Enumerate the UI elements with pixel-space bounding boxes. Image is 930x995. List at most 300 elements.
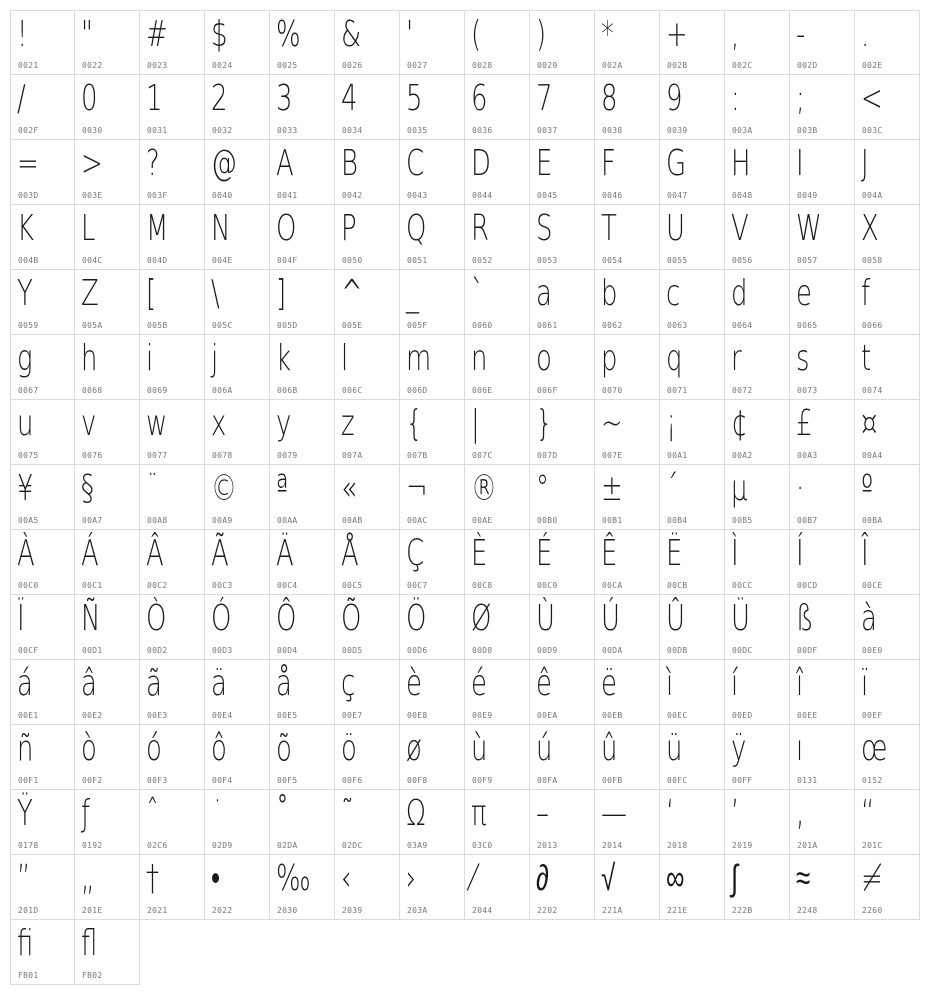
glyph-sample: Ú: [601, 598, 620, 639]
glyph-sample: —: [601, 793, 627, 834]
glyph-codepoint: 201E: [82, 906, 103, 915]
glyph-codepoint: 0073: [797, 386, 818, 395]
glyph-cell: [725, 595, 790, 660]
glyph-codepoint: 00EC: [667, 711, 688, 720]
glyph-sample: É: [536, 533, 553, 574]
glyph-codepoint: 02DC: [342, 841, 363, 850]
glyph-cell: [855, 465, 920, 530]
glyph-codepoint: 00D2: [147, 646, 168, 655]
glyph-cell: [335, 725, 400, 790]
glyph-codepoint: 007C: [472, 451, 493, 460]
glyph-codepoint: 2044: [472, 906, 493, 915]
glyph-codepoint: 0041: [277, 191, 298, 200]
glyph-sample: Ò: [146, 598, 167, 639]
glyph-codepoint: 00C8: [472, 581, 493, 590]
glyph-codepoint: 00F8: [407, 776, 428, 785]
glyph-codepoint: 00D4: [277, 646, 298, 655]
glyph-sample: ~: [601, 403, 623, 444]
glyph-sample: –: [536, 793, 549, 834]
glyph-cell: [725, 400, 790, 465]
glyph-cell: [790, 400, 855, 465]
glyph-cell: [465, 790, 530, 855]
glyph-sample: ›: [406, 858, 417, 899]
glyph-cell: [75, 595, 140, 660]
glyph-cell: [530, 270, 595, 335]
glyph-codepoint: 0070: [602, 386, 623, 395]
glyph-sample: d: [731, 273, 748, 314]
glyph-cell: [790, 140, 855, 205]
glyph-codepoint: 222B: [732, 906, 753, 915]
glyph-codepoint: 0027: [407, 61, 428, 70]
glyph-sample: r: [731, 338, 742, 379]
glyph-cell: [790, 335, 855, 400]
glyph-codepoint: 0058: [862, 256, 883, 265]
glyph-cell: [400, 725, 465, 790]
glyph-cell: [595, 790, 660, 855]
glyph-codepoint: 0033: [277, 126, 298, 135]
glyph-sample: }: [536, 403, 553, 444]
glyph-codepoint: 00B4: [667, 516, 688, 525]
glyph-codepoint: 0049: [797, 191, 818, 200]
glyph-cell: [725, 465, 790, 530]
glyph-sample: á: [17, 663, 33, 704]
glyph-codepoint: 007E: [602, 451, 623, 460]
glyph-cell: [10, 920, 75, 985]
glyph-cell: [790, 530, 855, 595]
glyph-sample: ü: [666, 728, 683, 769]
glyph-sample: ,: [731, 14, 740, 55]
glyph-sample: `: [471, 273, 484, 314]
glyph-cell: [10, 465, 75, 530]
glyph-codepoint: 007A: [342, 451, 363, 460]
glyph-codepoint: 00E9: [472, 711, 493, 720]
glyph-cell: [400, 335, 465, 400]
glyph-codepoint: 0054: [602, 256, 623, 265]
glyph-codepoint: 02C6: [147, 841, 168, 850]
glyph-sample: ·: [796, 468, 805, 509]
glyph-cell: [465, 725, 530, 790]
glyph-codepoint: 006B: [277, 386, 298, 395]
glyph-cell: [75, 920, 140, 985]
glyph-cell: [790, 595, 855, 660]
glyph-codepoint: 004E: [212, 256, 233, 265]
glyph-sample: y: [276, 403, 292, 444]
glyph-codepoint: 00DC: [732, 646, 753, 655]
glyph-cell: [205, 270, 270, 335]
glyph-sample: u: [17, 403, 34, 444]
glyph-sample: Å: [341, 533, 359, 574]
glyph-cell: [725, 660, 790, 725]
glyph-cell: [530, 595, 595, 660]
glyph-sample: *: [601, 14, 614, 55]
glyph-sample: Â: [146, 533, 164, 574]
glyph-codepoint: 00CF: [18, 646, 39, 655]
glyph-sample: ä: [211, 663, 227, 704]
glyph-codepoint: 0024: [212, 61, 233, 70]
glyph-codepoint: 002A: [602, 61, 623, 70]
glyph-cell: [465, 335, 530, 400]
glyph-sample: o: [536, 338, 552, 379]
glyph-cell: [595, 465, 660, 530]
glyph-codepoint: 003E: [82, 191, 103, 200]
glyph-cell: [140, 400, 205, 465]
glyph-sample: «: [341, 468, 357, 509]
glyph-cell: [270, 855, 335, 920]
glyph-cell: [140, 205, 205, 270]
glyph-codepoint: 2030: [277, 906, 298, 915]
glyph-sample: Q: [406, 208, 427, 249]
glyph-sample: ó: [146, 728, 162, 769]
glyph-cell: [595, 855, 660, 920]
glyph-codepoint: 0039: [667, 126, 688, 135]
glyph-sample: ê: [536, 663, 552, 704]
glyph-sample: ‹: [341, 858, 352, 899]
glyph-sample: °: [536, 468, 549, 509]
glyph-sample: Ø: [471, 598, 492, 639]
glyph-cell: [400, 140, 465, 205]
glyph-sample: j: [211, 338, 219, 379]
glyph-cell: [660, 465, 725, 530]
glyph-codepoint: 00F1: [18, 776, 39, 785]
glyph-codepoint: 0068: [82, 386, 103, 395]
glyph-cell: [335, 205, 400, 270]
glyph-sample: s: [796, 338, 810, 379]
glyph-codepoint: 00D9: [537, 646, 558, 655]
glyph-cell: [790, 75, 855, 140]
glyph-cell: [725, 270, 790, 335]
glyph-sample: V: [731, 208, 749, 249]
glyph-cell: [855, 10, 920, 75]
glyph-codepoint: 00CA: [602, 581, 623, 590]
glyph-cell: [75, 465, 140, 530]
glyph-codepoint: 004F: [277, 256, 298, 265]
glyph-cell: [75, 205, 140, 270]
glyph-sample: 1: [146, 78, 163, 119]
glyph-cell: [140, 335, 205, 400]
glyph-codepoint: 0060: [472, 321, 493, 330]
glyph-codepoint: 00C7: [407, 581, 428, 590]
glyph-codepoint: 005B: [147, 321, 168, 330]
glyph-codepoint: 002E: [862, 61, 883, 70]
glyph-sample: è: [406, 663, 422, 704]
glyph-sample: f: [861, 273, 871, 314]
glyph-sample: S: [536, 208, 553, 249]
glyph-cell: [465, 75, 530, 140]
glyph-cell: [270, 595, 335, 660]
glyph-cell: [790, 660, 855, 725]
glyph-codepoint: 0034: [342, 126, 363, 135]
glyph-codepoint: 006A: [212, 386, 233, 395]
glyph-codepoint: 2014: [602, 841, 623, 850]
glyph-sample: µ: [731, 468, 748, 509]
glyph-codepoint: 0023: [147, 61, 168, 70]
glyph-cell: [400, 400, 465, 465]
glyph-codepoint: 002D: [797, 61, 818, 70]
glyph-sample: L: [81, 208, 96, 249]
glyph-codepoint: 00E4: [212, 711, 233, 720]
glyph-codepoint: 2018: [667, 841, 688, 850]
glyph-cell: [855, 335, 920, 400]
glyph-cell: [75, 10, 140, 75]
glyph-cell: [660, 790, 725, 855]
glyph-cell: [465, 530, 530, 595]
glyph-cell: [595, 10, 660, 75]
glyph-sample: m: [406, 338, 432, 379]
glyph-cell: [205, 75, 270, 140]
glyph-codepoint: 004C: [82, 256, 103, 265]
glyph-cell: [400, 10, 465, 75]
glyph-cell: [140, 75, 205, 140]
glyph-cell: [660, 140, 725, 205]
glyph-sample: ƒ: [81, 793, 91, 834]
glyph-cell: [75, 530, 140, 595]
glyph-sample: Ì: [731, 533, 739, 574]
glyph-cell: [790, 205, 855, 270]
glyph-cell: [465, 10, 530, 75]
glyph-cell: [140, 595, 205, 660]
glyph-cell: [400, 530, 465, 595]
glyph-codepoint: 00F3: [147, 776, 168, 785]
glyph-codepoint: 00FB: [602, 776, 623, 785]
glyph-sample: “: [861, 793, 875, 834]
glyph-codepoint: 00C5: [342, 581, 363, 590]
glyph-cell: [465, 660, 530, 725]
glyph-codepoint: 006D: [407, 386, 428, 395]
glyph-codepoint: 00EF: [862, 711, 883, 720]
glyph-sample: ±: [601, 468, 623, 509]
glyph-cell: [75, 75, 140, 140]
glyph-codepoint: 00AC: [407, 516, 428, 525]
glyph-cell: [530, 530, 595, 595]
glyph-cell: [725, 530, 790, 595]
glyph-cell: [205, 725, 270, 790]
glyph-cell: [855, 660, 920, 725]
glyph-cell: [270, 465, 335, 530]
glyph-codepoint: 006E: [472, 386, 493, 395]
glyph-cell: [10, 10, 75, 75]
glyph-sample: D: [471, 143, 491, 184]
glyph-cell: [335, 855, 400, 920]
glyph-codepoint: 00EE: [797, 711, 818, 720]
glyph-sample: ': [406, 14, 414, 55]
glyph-codepoint: 00A5: [18, 516, 39, 525]
glyph-cell: [790, 725, 855, 790]
glyph-sample: q: [666, 338, 683, 379]
glyph-cell: [270, 270, 335, 335]
glyph-codepoint: 002F: [18, 126, 39, 135]
glyph-codepoint: 00D1: [82, 646, 103, 655]
glyph-sample: A: [276, 143, 294, 184]
glyph-codepoint: 00A4: [862, 451, 883, 460]
glyph-sample: M: [146, 208, 169, 249]
glyph-sample: •: [211, 858, 221, 899]
glyph-codepoint: 00D3: [212, 646, 233, 655]
glyph-sample: ≈: [796, 858, 811, 899]
glyph-cell: [335, 530, 400, 595]
glyph-cell: [205, 205, 270, 270]
glyph-codepoint: 221A: [602, 906, 623, 915]
glyph-cell: [75, 790, 140, 855]
glyph-sample: Ñ: [81, 598, 101, 639]
glyph-cell: [660, 595, 725, 660]
glyph-codepoint: 006F: [537, 386, 558, 395]
glyph-cell: [400, 595, 465, 660]
glyph-sample: ?: [146, 143, 160, 184]
glyph-codepoint: 005A: [82, 321, 103, 330]
glyph-sample: 5: [406, 78, 423, 119]
glyph-cell: [75, 660, 140, 725]
glyph-codepoint: 00BA: [862, 516, 883, 525]
glyph-sample: ∞: [666, 858, 685, 899]
glyph-cell: [335, 335, 400, 400]
glyph-codepoint: 00E5: [277, 711, 298, 720]
glyph-cell: [725, 855, 790, 920]
glyph-codepoint: 0178: [18, 841, 39, 850]
glyph-sample: ı: [796, 728, 804, 769]
glyph-cell: [205, 140, 270, 205]
glyph-cell: [855, 855, 920, 920]
glyph-sample: ´: [666, 468, 679, 509]
glyph-codepoint: 0026: [342, 61, 363, 70]
glyph-cell: [205, 10, 270, 75]
glyph-cell: [270, 660, 335, 725]
glyph-cell: [10, 335, 75, 400]
glyph-sample: √: [601, 858, 616, 899]
glyph-cell: [205, 660, 270, 725]
glyph-cell: [530, 400, 595, 465]
glyph-codepoint: 0072: [732, 386, 753, 395]
glyph-codepoint: 00A3: [797, 451, 818, 460]
glyph-cell: [530, 465, 595, 530]
glyph-codepoint: 00C1: [82, 581, 103, 590]
glyph-cell: [335, 660, 400, 725]
glyph-cell: [595, 660, 660, 725]
glyph-codepoint: 00C2: [147, 581, 168, 590]
glyph-codepoint: 00AA: [277, 516, 298, 525]
glyph-cell: [855, 400, 920, 465]
glyph-codepoint: 00CD: [797, 581, 818, 590]
glyph-sample: ë: [601, 663, 617, 704]
glyph-sample: 6: [471, 78, 488, 119]
glyph-codepoint: 004A: [862, 191, 883, 200]
glyph-sample: !: [17, 14, 28, 55]
glyph-codepoint: 00ED: [732, 711, 753, 720]
glyph-sample: é: [471, 663, 487, 704]
glyph-cell: [270, 10, 335, 75]
glyph-sample: 3: [276, 78, 293, 119]
glyph-cell: [465, 855, 530, 920]
glyph-sample: (: [471, 14, 482, 55]
glyph-cell: [10, 595, 75, 660]
glyph-cell: [75, 140, 140, 205]
glyph-codepoint: 02D9: [212, 841, 233, 850]
glyph-sample: l: [341, 338, 349, 379]
glyph-codepoint: 0055: [667, 256, 688, 265]
glyph-cell: [270, 725, 335, 790]
glyph-cell: [10, 75, 75, 140]
glyph-sample: C: [406, 143, 425, 184]
glyph-cell: [530, 75, 595, 140]
glyph-sample: {: [406, 403, 423, 444]
glyph-sample: ©: [211, 468, 237, 509]
glyph-sample: F: [601, 143, 616, 184]
glyph-sample: Ç: [406, 533, 425, 574]
glyph-codepoint: 00D6: [407, 646, 428, 655]
glyph-sample: ^: [341, 273, 363, 314]
glyph-sample: Ê: [601, 533, 618, 574]
glyph-sample: ﬂ: [81, 923, 98, 964]
glyph-codepoint: 00B0: [537, 516, 558, 525]
glyph-sample: ª: [276, 468, 289, 509]
glyph-codepoint: 201D: [18, 906, 39, 915]
glyph-codepoint: 005D: [277, 321, 298, 330]
glyph-sample: ù: [471, 728, 488, 769]
glyph-codepoint: 0078: [212, 451, 233, 460]
glyph-sample: 8: [601, 78, 618, 119]
glyph-cell: [465, 205, 530, 270]
glyph-codepoint: 005E: [342, 321, 363, 330]
glyph-codepoint: 0064: [732, 321, 753, 330]
glyph-codepoint: 00CB: [667, 581, 688, 590]
glyph-cell: [400, 855, 465, 920]
glyph-cell: [530, 725, 595, 790]
glyph-sample: z: [341, 403, 355, 444]
glyph-sample: 0: [81, 78, 98, 119]
glyph-codepoint: 0067: [18, 386, 39, 395]
glyph-codepoint: FB02: [82, 971, 103, 980]
glyph-sample: :: [731, 78, 740, 119]
glyph-codepoint: 2021: [147, 906, 168, 915]
glyph-sample: ‘: [666, 793, 675, 834]
glyph-sample: ¤: [861, 403, 878, 444]
glyph-codepoint: 0071: [667, 386, 688, 395]
glyph-sample: í: [731, 663, 739, 704]
glyph-codepoint: 00B1: [602, 516, 623, 525]
glyph-cell: [75, 855, 140, 920]
glyph-sample: î: [796, 663, 804, 704]
glyph-cell: [595, 205, 660, 270]
glyph-sample: õ: [276, 728, 292, 769]
glyph-cell: [270, 400, 335, 465]
glyph-sample: Ù: [536, 598, 555, 639]
glyph-codepoint: 00C4: [277, 581, 298, 590]
glyph-codepoint: 0045: [537, 191, 558, 200]
glyph-sample: ˜: [341, 793, 354, 834]
glyph-cell: [725, 75, 790, 140]
glyph-codepoint: 00F5: [277, 776, 298, 785]
glyph-cell: [205, 855, 270, 920]
glyph-codepoint: 0028: [472, 61, 493, 70]
glyph-sample: [: [146, 273, 157, 314]
glyph-sample: \: [211, 273, 220, 314]
glyph-codepoint: 0052: [472, 256, 493, 265]
glyph-codepoint: 0057: [797, 256, 818, 265]
glyph-sample: N: [211, 208, 231, 249]
glyph-grid: [10, 10, 920, 985]
glyph-codepoint: 00EA: [537, 711, 558, 720]
glyph-cell: [595, 530, 660, 595]
glyph-cell: [595, 335, 660, 400]
glyph-codepoint: 0152: [862, 776, 883, 785]
glyph-cell: [855, 270, 920, 335]
glyph-codepoint: 00A2: [732, 451, 753, 460]
glyph-cell: [400, 270, 465, 335]
glyph-cell: [530, 205, 595, 270]
glyph-codepoint: 00E3: [147, 711, 168, 720]
glyph-cell: [660, 855, 725, 920]
glyph-sample: ’: [731, 793, 740, 834]
glyph-codepoint: 007B: [407, 451, 428, 460]
